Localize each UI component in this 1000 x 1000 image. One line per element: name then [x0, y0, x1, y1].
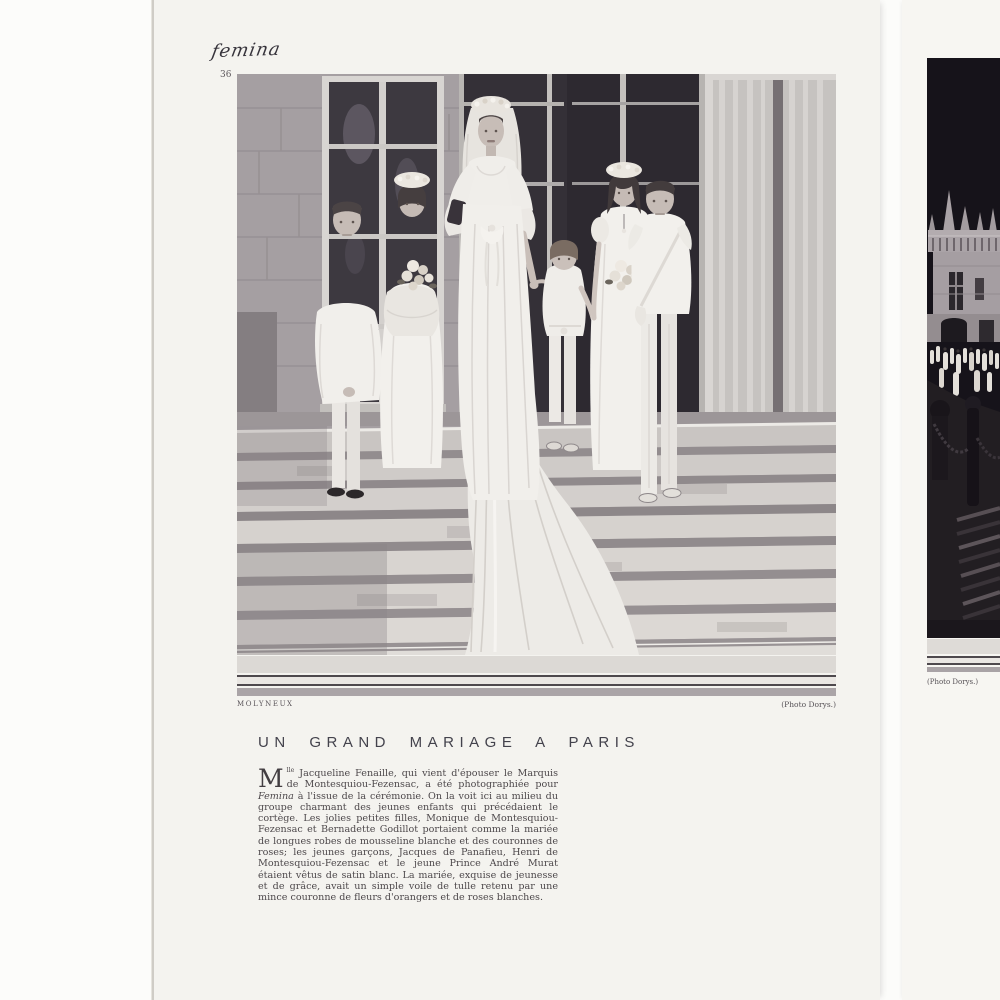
drop-cap-superscript: lle	[286, 766, 295, 774]
right-photo-band-gray	[927, 667, 1000, 672]
curtained-window	[703, 74, 836, 423]
night-photo-block	[927, 58, 1000, 686]
wedding-photo-block	[237, 74, 836, 709]
designer-credit: MOLYNEUX	[237, 700, 294, 708]
right-photo-band-light	[927, 639, 1000, 654]
drop-cap: M	[258, 764, 284, 793]
right-photo-rules	[927, 656, 1000, 665]
article-title: UN GRAND MARIAGE A PARIS	[258, 734, 640, 751]
article-body	[258, 764, 558, 904]
magazine-right-page-edge	[902, 0, 1000, 1000]
right-photographer-credit: (Photo Dorys.)	[927, 678, 979, 686]
photographer-credit: (Photo Dorys.)	[781, 700, 836, 709]
photo-captions	[237, 700, 836, 709]
magazine-left-page	[152, 0, 880, 1000]
body-text-segment: Jacqueline Fenaille, qui vient d'épouser le Marquis de Montesquiou-Fezensac, a été photographiée pour	[286, 768, 558, 791]
photo-border-rules	[237, 675, 836, 686]
wedding-photo	[237, 74, 836, 655]
photo-border-band-gray	[237, 688, 836, 696]
night-chateau-photo	[927, 58, 1000, 638]
femina-masthead: femina	[209, 38, 283, 63]
magazine-name-italic: Femina	[258, 790, 294, 802]
body-text-segment: à l'issue de la cérémonie. On la voit ici au milieu du groupe charmant des jeunes enfants qui précédaient le cortège. Les jolies petites filles, Monique de Montesquiou-Fezensac et Bernadette Godillot portaient comme la mariée de longues robes de mousseline blanche et des couronnes de roses; les jeunes garçons, Jacques de Panafieu, Henri de Montesquiou-Fezensac et le jeune Prince André Murat étaient vêtus de satin blanc. La mariée, exquise de jeunesse et de grâce, avait un simple voile de tulle retenu par une mince couronne de fleurs d'orangers et de roses blanches.	[258, 790, 558, 904]
page-number: 36	[220, 70, 232, 80]
foreground-steps	[927, 380, 1000, 638]
photo-border-band-light	[237, 656, 836, 673]
